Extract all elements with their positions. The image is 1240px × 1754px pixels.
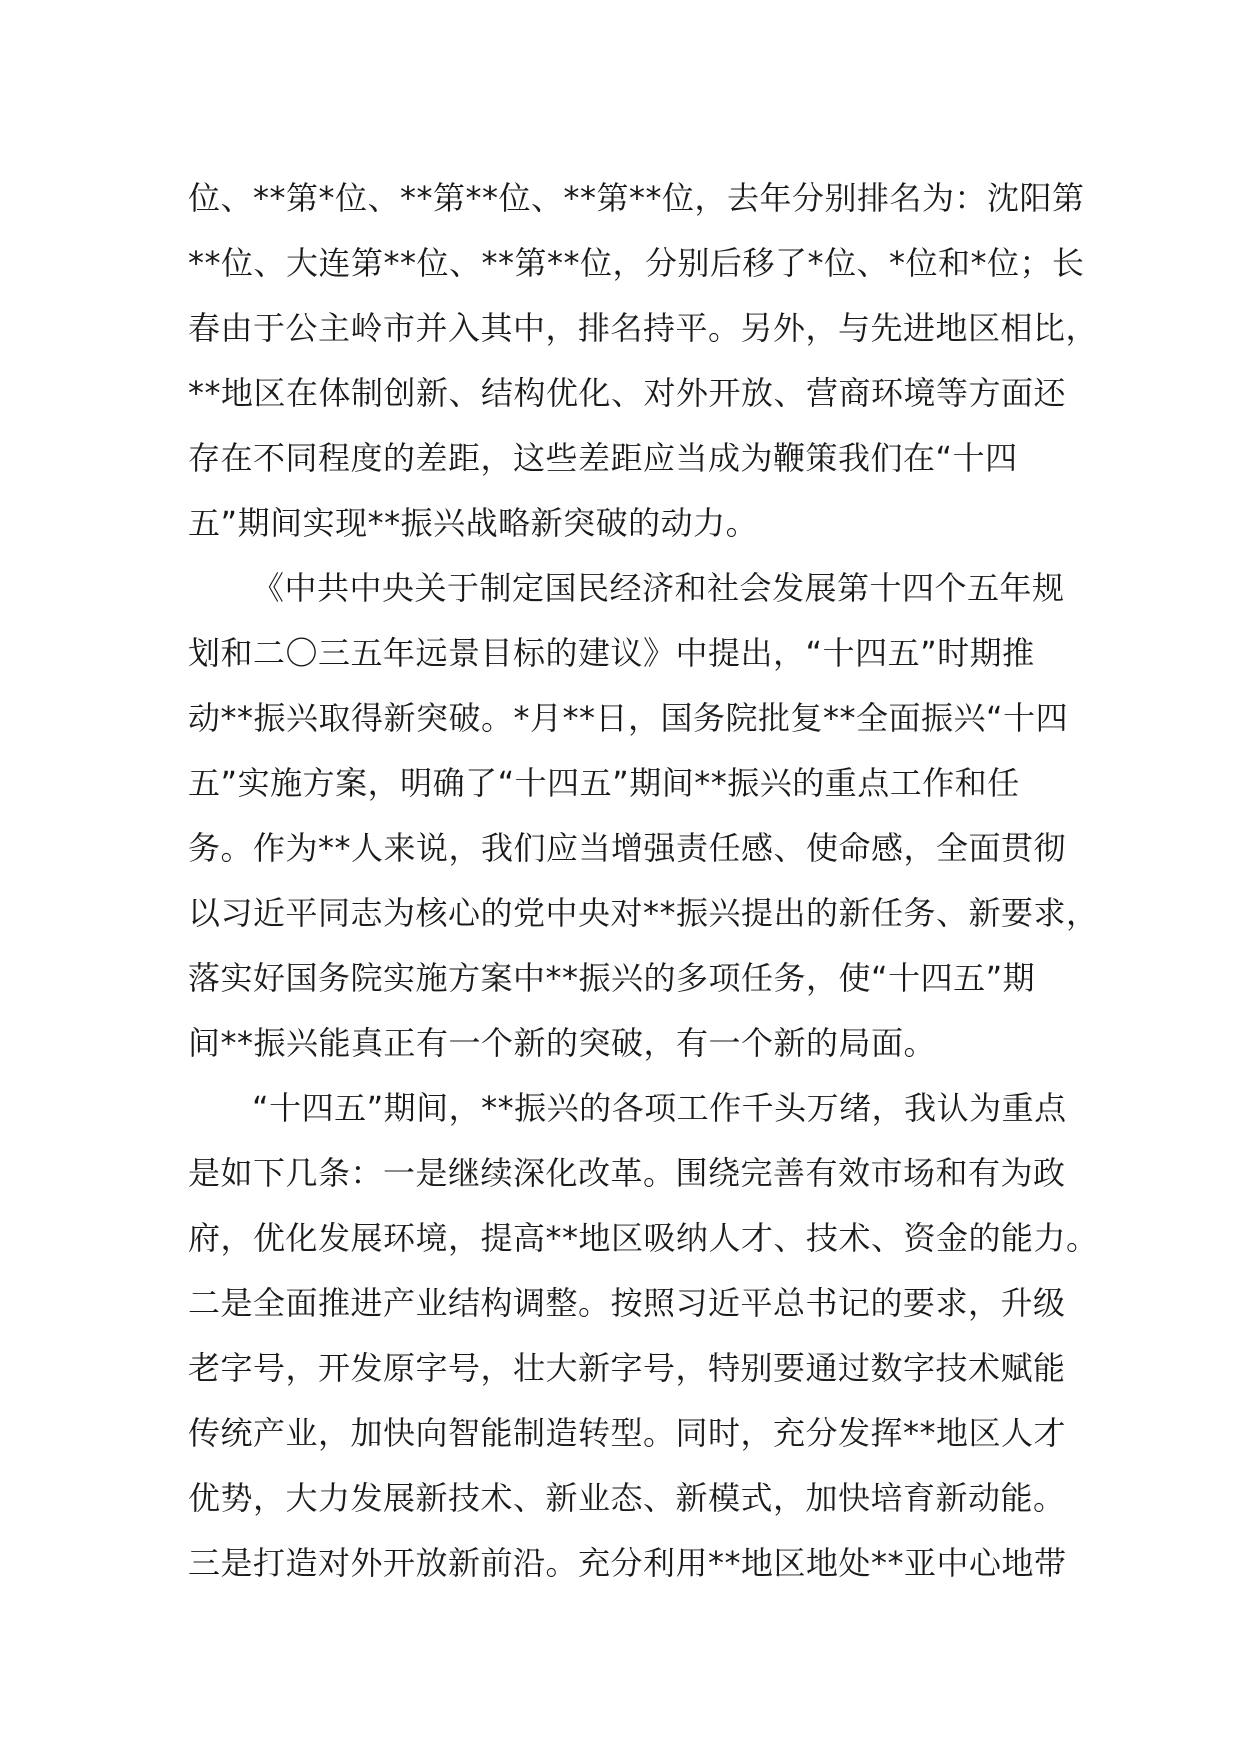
text-line: 动**振兴取得新突破。*月**日，国务院批复**全面振兴“十四 [188, 699, 1069, 737]
text-line: 间**振兴能真正有一个新的突破，有一个新的局面。 [188, 1024, 937, 1062]
text-line: 划和二〇三五年远景目标的建议》中提出，“十四五”时期推 [188, 634, 1035, 672]
text-line: **位、大连第**位、**第**位，分别后移了*位、*位和*位；长 [188, 244, 1085, 282]
text-line: 是如下几条：一是继续深化改革。围绕完善有效市场和有为政 [188, 1154, 1066, 1192]
text-line: 存在不同程度的差距，这些差距应当成为鞭策我们在“十四 [188, 439, 1018, 477]
text-line: 五”期间实现**振兴战略新突破的动力。 [188, 504, 759, 542]
text-line: 落实好国务院实施方案中**振兴的多项任务，使“十四五”期 [188, 959, 1036, 997]
text-line: **地区在体制创新、结构优化、对外开放、营商环境等方面还 [188, 374, 1067, 412]
body-text [188, 166, 1099, 1596]
text-line: 二是全面推进产业结构调整。按照习近平总书记的要求，升级 [188, 1284, 1066, 1322]
paragraph-first-line: “十四五”期间，**振兴的各项工作千头万绪，我认为重点 [252, 1089, 1067, 1127]
paragraph-first-line: 《中共中央关于制定国民经济和社会发展第十四个五年规 [252, 569, 1065, 607]
text-line: 传统产业，加快向智能制造转型。同时，充分发挥**地区人才 [188, 1414, 1067, 1452]
text-line: 春由于公主岭市并入其中，排名持平。另外，与先进地区相比， [188, 309, 1099, 347]
text-line: 府，优化发展环境，提高**地区吸纳人才、技术、资金的能力。 [188, 1219, 1099, 1257]
text-line: 以习近平同志为核心的党中央对**振兴提出的新任务、新要求， [188, 894, 1099, 932]
text-line: 老字号，开发原字号，壮大新字号，特别要通过数字技术赋能 [188, 1349, 1066, 1387]
text-line: 务。作为**人来说，我们应当增强责任感、使命感，全面贯彻 [188, 829, 1067, 867]
text-line: 优势，大力发展新技术、新业态、新模式，加快培育新动能。 [188, 1479, 1066, 1517]
text-line: 三是打造对外开放新前沿。充分利用**地区地处**亚中心地带 [188, 1544, 1067, 1582]
text-line: 五”实施方案，明确了“十四五”期间**振兴的重点工作和任 [188, 764, 1020, 802]
text-line: 位、**第*位、**第**位、**第**位，去年分别排名为：沈阳第 [188, 179, 1085, 217]
